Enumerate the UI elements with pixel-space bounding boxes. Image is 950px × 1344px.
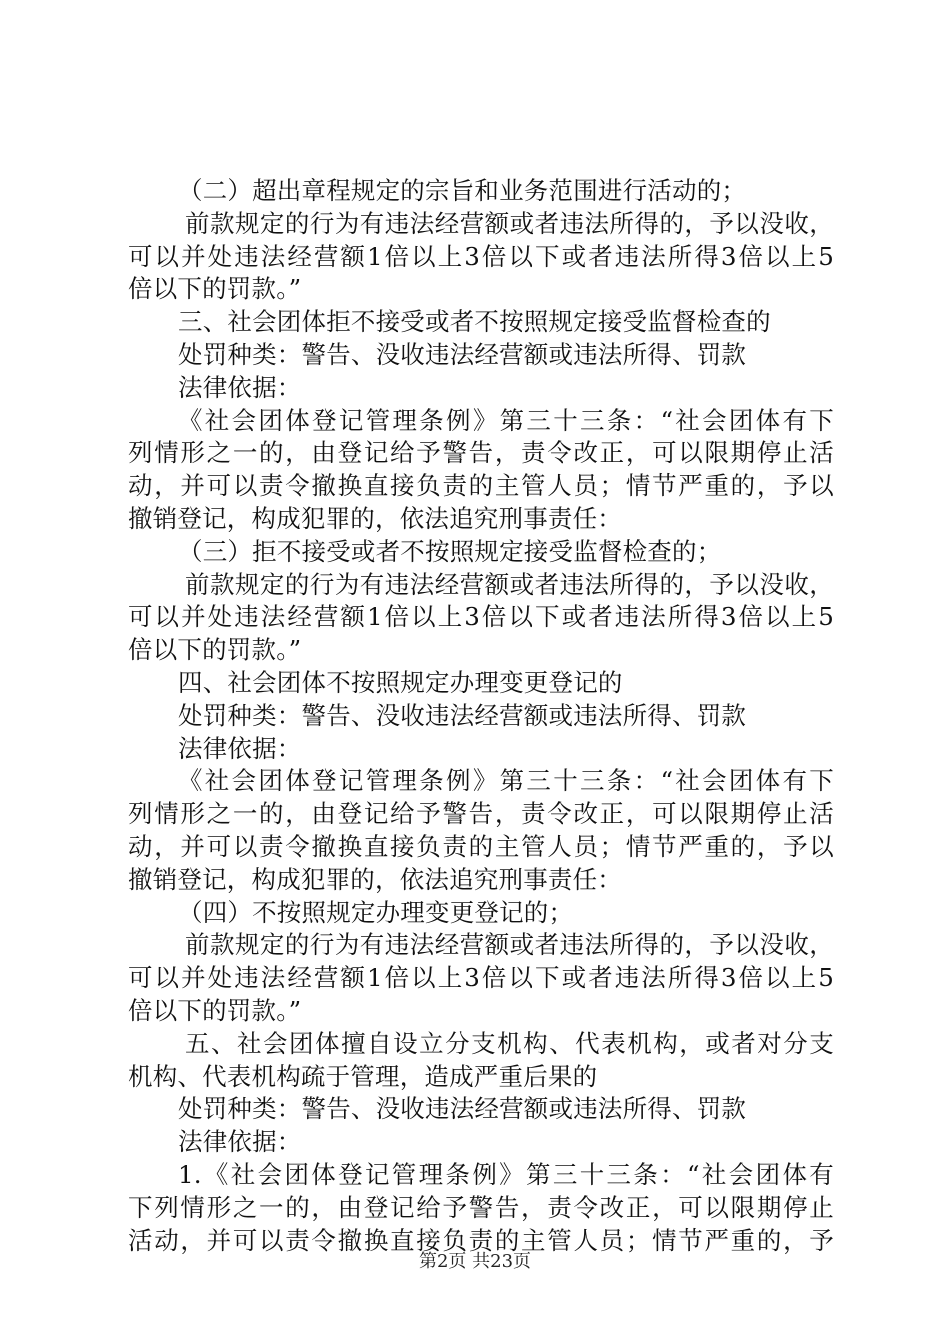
text-line: 撤销登记，构成犯罪的，依法追究刑事责任： — [128, 503, 622, 533]
text-line: 动，并可以责令撤换直接负责的主管人员；情节严重的，予以 — [128, 831, 834, 861]
text-line: 法律依据： — [178, 1127, 302, 1157]
text-line: 处罚种类：警告、没收违法经营额或违法所得、罚款 — [178, 1094, 747, 1124]
text-line: 前款规定的行为有违法经营额或者违法所得的，予以没收， — [185, 569, 834, 599]
text-line: 机构、代表机构疏于管理，造成严重后果的 — [128, 1061, 598, 1091]
text-line: 可以并处违法经营额1倍以上3倍以下或者违法所得3倍以上5 — [128, 602, 834, 632]
text-line: 前款规定的行为有违法经营额或者违法所得的，予以没收， — [185, 208, 834, 238]
text-line: 撤销登记，构成犯罪的，依法追究刑事责任： — [128, 864, 622, 894]
text-line: 处罚种类：警告、没收违法经营额或违法所得、罚款 — [178, 339, 747, 369]
page-footer — [0, 1247, 950, 1273]
text-line: 下列情形之一的，由登记给予警告，责令改正，可以限期停止 — [128, 1192, 834, 1222]
text-line: 《社会团体登记管理条例》第三十三条：“社会团体有下 — [178, 766, 834, 796]
text-line: 倍以下的罚款。” — [128, 995, 302, 1025]
text-line: 列情形之一的，由登记给予警告，责令改正，可以限期停止活 — [128, 799, 834, 829]
text-line: 处罚种类：警告、没收违法经营额或违法所得、罚款 — [178, 700, 747, 730]
text-line: 可以并处违法经营额1倍以上3倍以下或者违法所得3倍以上5 — [128, 241, 834, 271]
text-line: 五、社会团体擅自设立分支机构、代表机构，或者对分支 — [185, 1028, 834, 1058]
text-line: （二）超出章程规定的宗旨和业务范围进行活动的； — [178, 176, 747, 205]
text-line: 列情形之一的，由登记给予警告，责令改正，可以限期停止活 — [128, 438, 834, 468]
text-line: 动，并可以责令撤换直接负责的主管人员；情节严重的，予以 — [128, 471, 834, 501]
page-number: 第2页 共23页 — [418, 1251, 532, 1272]
text-line: 1.《社会团体登记管理条例》第三十三条：“社会团体有 — [178, 1159, 834, 1189]
text-line: 法律依据： — [178, 733, 302, 763]
text-line: 可以并处违法经营额1倍以上3倍以下或者违法所得3倍以上5 — [128, 963, 834, 993]
document-body — [128, 175, 834, 1257]
text-line: （三）拒不接受或者不按照规定接受监督检查的； — [178, 536, 722, 566]
text-line: 《社会团体登记管理条例》第三十三条：“社会团体有下 — [178, 405, 834, 435]
text-line: 四、社会团体不按照规定办理变更登记的 — [178, 667, 623, 697]
text-line: 倍以下的罚款。” — [128, 274, 302, 304]
text-line: 三、社会团体拒不接受或者不按照规定接受监督检查的 — [178, 307, 771, 337]
text-line: （四）不按照规定办理变更登记的； — [178, 897, 574, 927]
text-line: 前款规定的行为有违法经营额或者违法所得的，予以没收， — [185, 930, 834, 960]
text-line: 活动，并可以责令撤换直接负责的主管人员；情节严重的，予 — [128, 1225, 834, 1255]
text-line: 倍以下的罚款。” — [128, 635, 302, 665]
text-line: 法律依据： — [178, 372, 302, 402]
